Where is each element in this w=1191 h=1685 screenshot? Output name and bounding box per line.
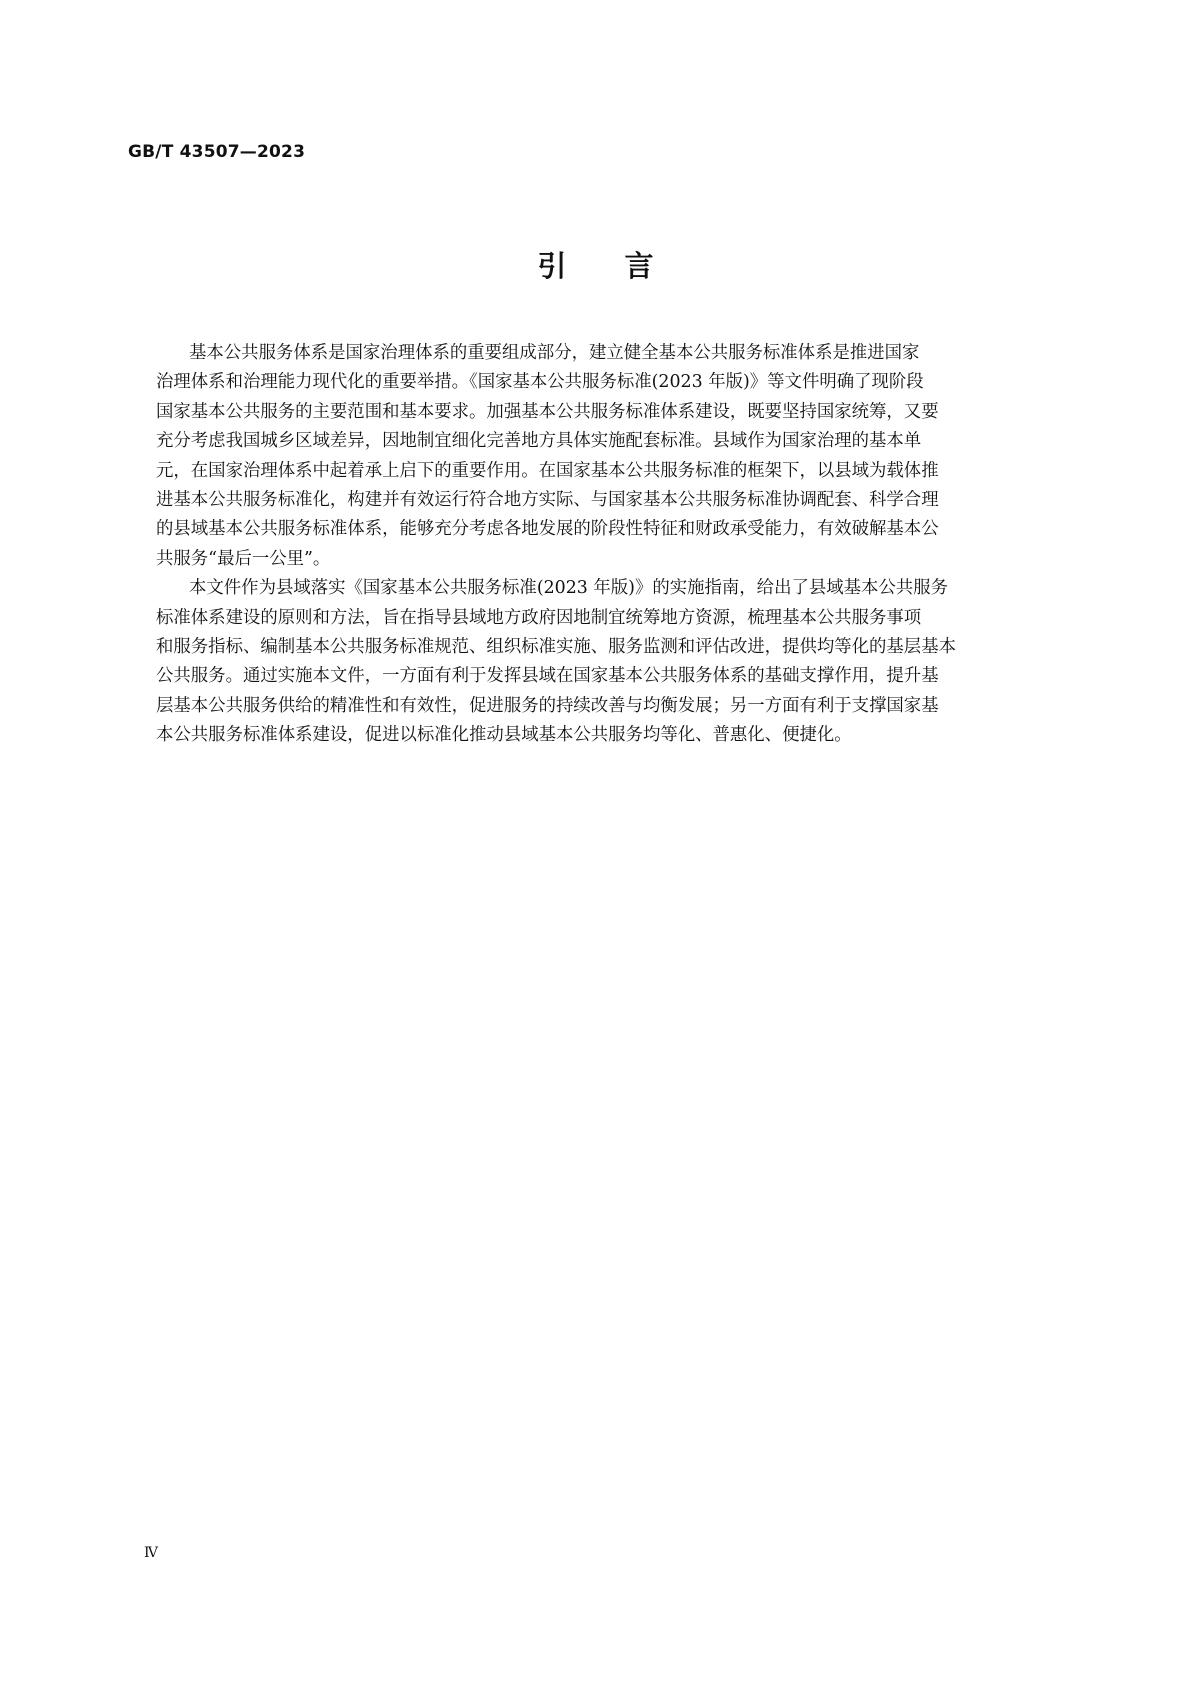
text-line: 层基本公共服务供给的精准性和有效性，促进服务的持续改善与均衡发展；另一方面有利于支撑国家基 [156, 695, 939, 716]
text-line: 本公共服务标准体系建设，促进以标准化推动县域基本公共服务均等化、普惠化、便捷化。 [156, 725, 852, 746]
text-line: 公共服务。通过实施本文件，一方面有利于发挥县域在国家基本公共服务体系的基础支撑作用，提升基 [156, 666, 939, 687]
text-line: 充分考虑我国城乡区域差异，因地制宜细化完善地方具体实施配套标准。县域作为国家治理的基本单 [156, 431, 922, 452]
text-line: 基本公共服务体系是国家治理体系的重要组成部分，建立健全基本公共服务标准体系是推进国家 [189, 343, 920, 363]
text-line: 进基本公共服务标准化，构建并有效运行符合地方实际、与国家基本公共服务标准协调配套、科学合理 [156, 489, 939, 510]
paragraph-2 [156, 574, 1046, 750]
text-line: 的县域基本公共服务标准体系，能够充分考虑各地发展的阶段性特征和财政承受能力，有效破解基本公 [156, 519, 939, 540]
text-line: 标准体系建设的原则和方法，旨在指导县域地方政府因地制宜统筹地方资源，梳理基本公共服务事项 [156, 607, 922, 628]
standard-code: GB/T 43507—2023 [128, 142, 306, 162]
page-number: Ⅳ [144, 1545, 158, 1561]
text-line: 治理体系和治理能力现代化的重要举措。《国家基本公共服务标准(2023 年版)》等文件明确了现阶段 [156, 372, 924, 393]
text-line: 共服务“最后一公里”。 [156, 548, 331, 569]
page-title: 引言 [537, 249, 712, 283]
text-line: 元，在国家治理体系中起着承上启下的重要作用。在国家基本公共服务标准的框架下，以县域为载体推 [156, 460, 939, 481]
text-line: 国家基本公共服务的主要范围和基本要求。加强基本公共服务标准体系建设，既要坚持国家统筹，又要 [156, 401, 939, 422]
paragraph-1 [156, 339, 1046, 574]
text-line: 本文件作为县域落实《国家基本公共服务标准(2023 年版)》的实施指南，给出了县域基本公共服务 [189, 578, 948, 599]
introduction-body [156, 339, 1046, 750]
text-line: 和服务指标、编制基本公共服务标准规范、组织标准实施、服务监测和评估改进，提供均等化的基层基本 [156, 636, 956, 657]
